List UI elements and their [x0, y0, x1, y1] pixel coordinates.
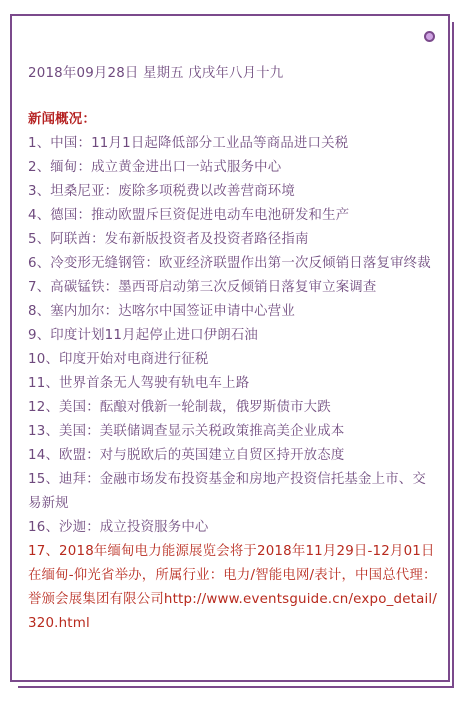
news-item-16: 16、沙迦：成立投资服务中心 — [28, 520, 209, 535]
news-item-15: 15、迪拜：金融市场发布投资基金和房地产投资信托基金上市、交易新规 — [28, 472, 426, 511]
news-item-13: 13、美国：美联储调查显示关税政策推高美企业成本 — [28, 424, 345, 439]
news-item-5: 5、阿联酋：发布新版投资者及投资者路径指南 — [28, 232, 309, 247]
news-item-2: 2、缅甸：成立黄金进出口一站式服务中心 — [28, 160, 282, 175]
news-item-6: 6、冷变形无缝钢管：欧亚经济联盟作出第一次反倾销日落复审终裁 — [28, 256, 431, 271]
corner-dot-icon — [424, 31, 435, 42]
news-item-10: 10、印度开始对电商进行征税 — [28, 352, 209, 367]
news-item-8: 8、塞内加尔：达喀尔中国签证申请中心营业 — [28, 304, 295, 319]
news-item-4: 4、德国：推动欧盟斥巨资促进电动车电池研发和生产 — [28, 208, 350, 223]
news-item-14: 14、欧盟：对与脱欧后的英国建立自贸区持开放态度 — [28, 448, 345, 463]
news-item-1: 1、中国：11月1日起降低部分工业品等商品进口关税 — [28, 136, 349, 151]
news-item-11: 11、世界首条无人驾驶有轨电车上路 — [28, 376, 250, 391]
date-line: 2018年09月28日 星期五 戊戌年八月十九 — [28, 66, 284, 81]
news-item-7: 7、高碳锰铁：墨西哥启动第三次反倾销日落复审立案调查 — [28, 280, 377, 295]
news-content — [28, 62, 438, 636]
news-item-3: 3、坦桑尼亚：废除多项税费以改善营商环境 — [28, 184, 295, 199]
news-item-9: 9、印度计划11月起停止进口伊朗石油 — [28, 328, 259, 343]
news-item-12: 12、美国：酝酿对俄新一轮制裁，俄罗斯债市大跌 — [28, 400, 331, 415]
news-item-17-expo-link[interactable]: 17、2018年缅甸电力能源展览会将于2018年11月29日-12月01日在缅甸-仰光省举办，所属行业：电力/智能电网/表计，中国总代理：誉颁会展集团有限公司http://www.eventsguide.cn/expo_detail/320.html — [28, 544, 438, 631]
news-heading: 新闻概况： — [28, 112, 96, 127]
